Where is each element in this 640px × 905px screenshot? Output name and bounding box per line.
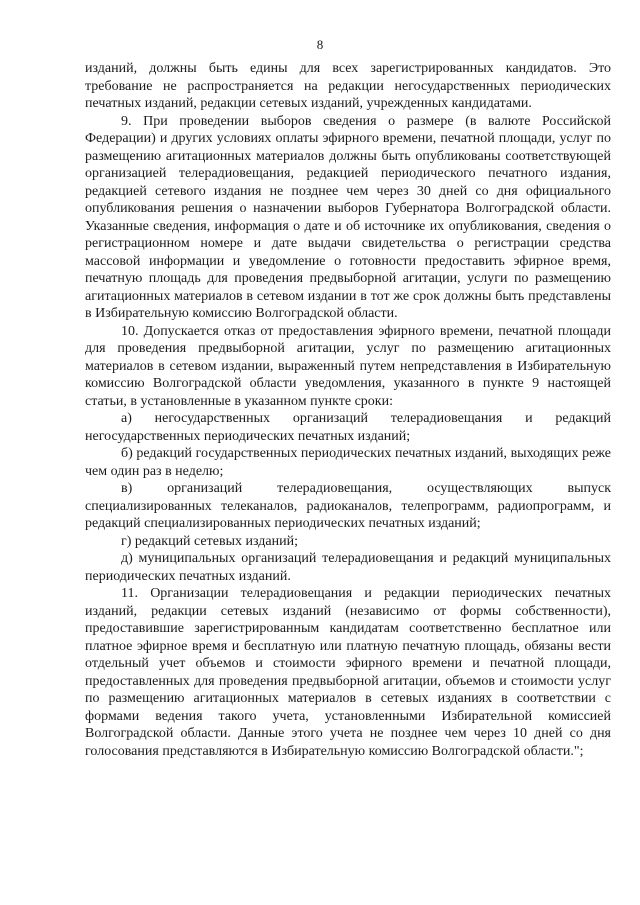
paragraph-continuation: изданий, должны быть едины для всех зарегистрированных кандидатов. Это требование не распространяется на редакции негосударственных периодических печатных изданий, редакции сетевых изданий, учрежденных кандидатами. bbox=[85, 61, 611, 111]
list-item-d: д) муниципальных организаций телерадиовещания и редакций муниципальных периодических печатных изданий. bbox=[85, 551, 611, 584]
list-item-g: г) редакций сетевых изданий; bbox=[121, 533, 298, 549]
page-number: 8 bbox=[316, 37, 324, 52]
paragraph-clause-9: 9. При проведении выборов сведения о размере (в валюте Российской Федерации) и других условиях оплаты эфирного времени, печатной площади, услуг по размещению агитационных материалов должны быть опубликованы соответствующей организацией телерадиовещания, редакцией периодического печатного издания, редакцией сетевого издания не позднее чем через 30 дней со дня официального опубликования решения о назначении выборов Губернатора Волгоградской области. Указанные сведения, информация о дате и об источнике их опубликования, сведения о регистрационном номере и дате выдачи свидетельства о регистрации средства массовой информации и уведомление о готовности предоставить эфирное время, печатную площадь для проведения предвыборной агитации, услуги по размещению агитационных материалов в сетевом издании в тот же срок должны быть представлены в Избирательную комиссию Волгоградской области. bbox=[85, 113, 611, 321]
list-item-a: а) негосударственных организаций телерадиовещания и редакций негосударственных периодических печатных изданий; bbox=[85, 411, 611, 444]
paragraph-clause-10: 10. Допускается отказ от предоставления эфирного времени, печатной площади для проведения предвыборной агитации, услуг по размещению агитационных материалов в сетевом издании, выраженный путем непредставления в Избирательную комиссию Волгоградской области уведомления, указанного в пункте 9 настоящей статьи, в установленные в указанном пункте сроки: bbox=[85, 323, 611, 409]
document-body bbox=[85, 60, 611, 760]
list-item-b: б) редакций государственных периодических печатных изданий, выходящих реже чем один раз в неделю; bbox=[85, 446, 611, 479]
paragraph-clause-11: 11. Организации телерадиовещания и редакции периодических печатных изданий, редакции сетевых изданий (независимо от формы собственности), предоставившие зарегистрированным кандидатам соответственно бесплатное или платное эфирное время и бесплатную или платную печатную площадь, обязаны вести отдельный учет объемов и стоимости эфирного времени и печатной площади, предоставленных для проведения предвыборной агитации, объемов и стоимости услуг по размещению агитационных материалов в сетевых изданиях в соответствии с формами ведения такого учета, установленными Избирательной комиссией Волгоградской области. Данные этого учета не позднее чем через 10 дней со дня голосования представляются в Избирательную комиссию Волгоградской области."; bbox=[85, 586, 611, 759]
list-item-v: в) организаций телерадиовещания, осуществляющих выпуск специализированных телеканалов, радиоканалов, телепрограмм, радиопрограмм, и редакций специализированных периодических печатных изданий; bbox=[85, 481, 611, 531]
